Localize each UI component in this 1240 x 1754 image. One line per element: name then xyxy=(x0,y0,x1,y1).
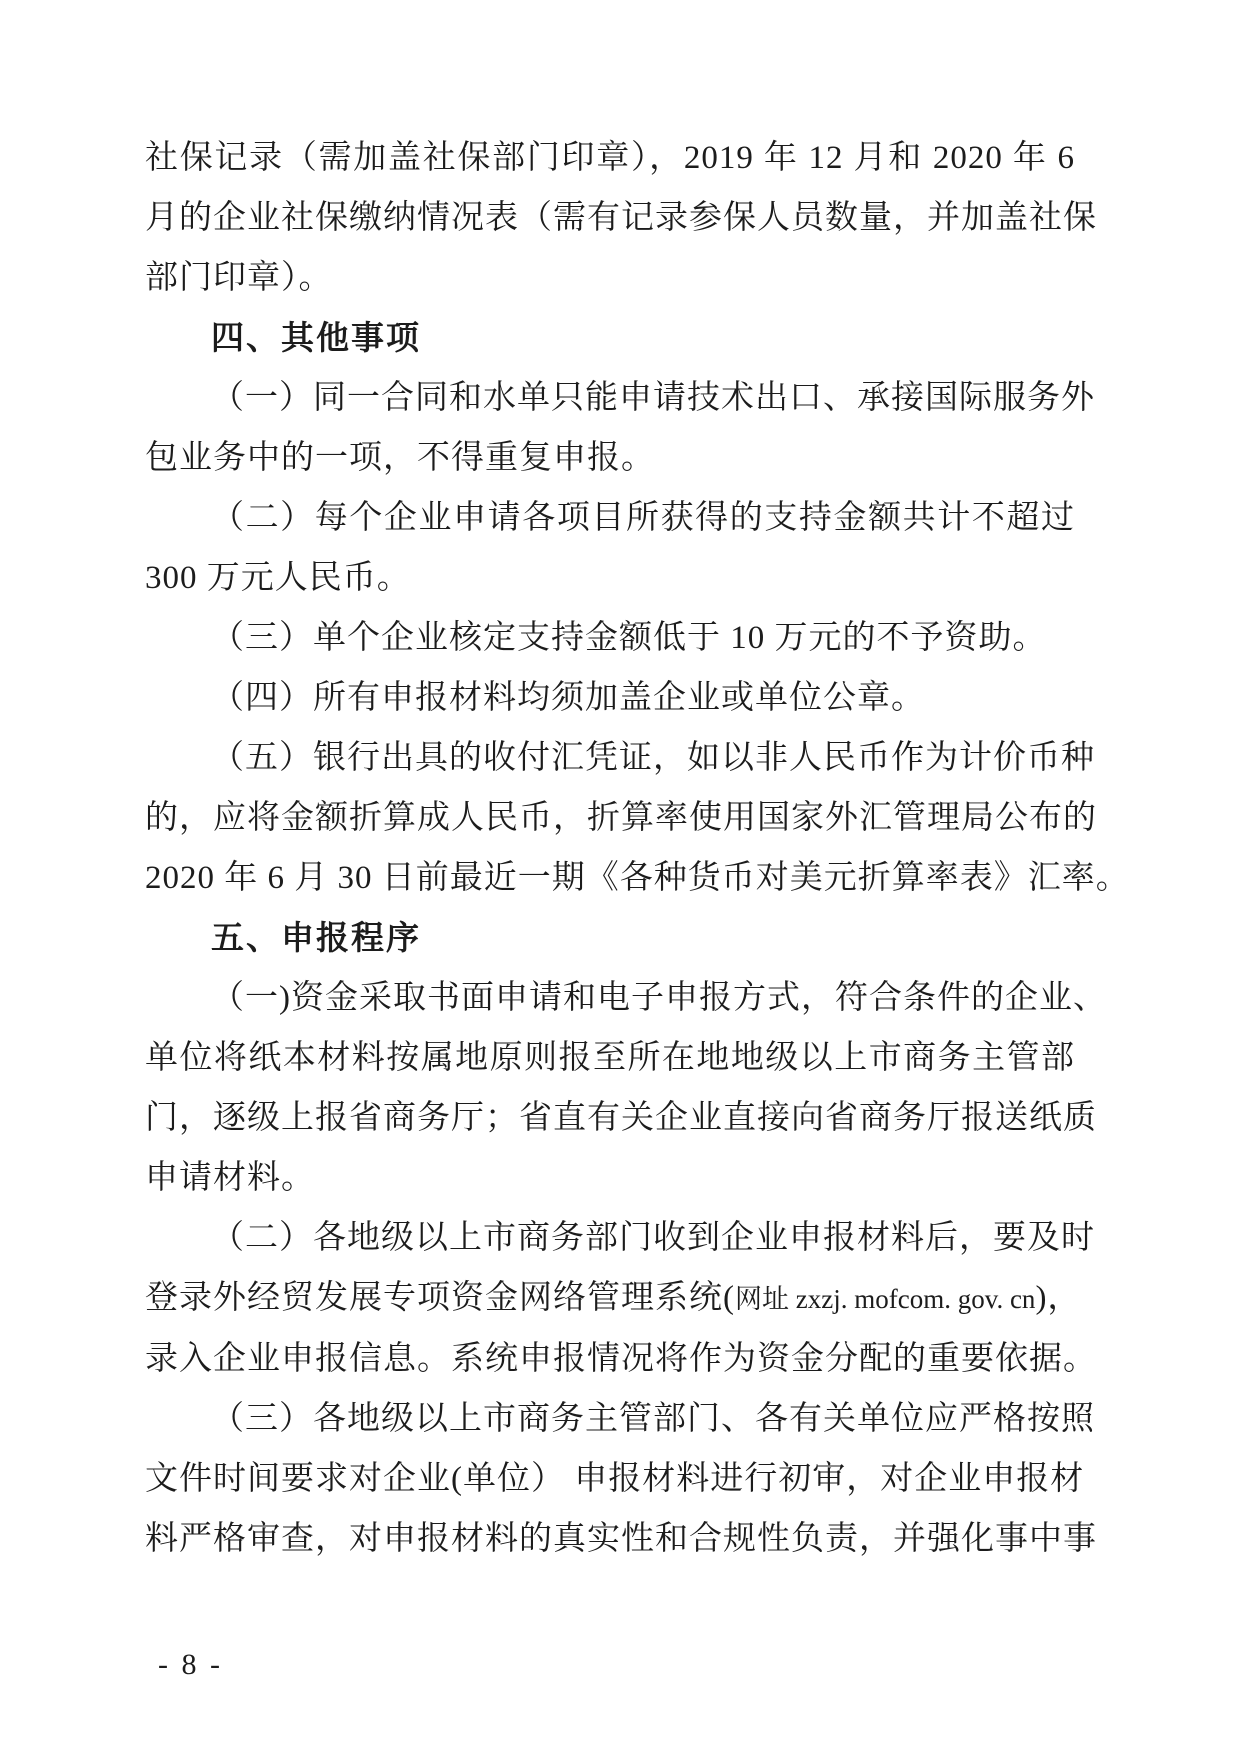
url-note: 网址 zxzj. mofcom. gov. cn xyxy=(735,1284,1036,1314)
paragraph xyxy=(145,128,1097,308)
text-line: 月的企业社保缴纳情况表（需有记录参保人员数量，并加盖社保 xyxy=(145,200,1097,236)
text-line: （五）银行出具的收付汇凭证，如以非人民币作为计价币种 xyxy=(211,740,1095,776)
heading-line: 四、其他事项 xyxy=(211,319,421,356)
text-line: 部门印章）。 xyxy=(145,260,333,296)
text-line: 料严格审查，对申报材料的真实性和合规性负责，并强化事中事 xyxy=(145,1521,1097,1557)
text-line: 的，应将金额折算成人民币，折算率使用国家外汇管理局公布的 xyxy=(145,800,1097,836)
paragraph xyxy=(145,1389,1097,1569)
text-line: 申请材料。 xyxy=(145,1160,315,1196)
paragraph xyxy=(145,668,1075,728)
text-line xyxy=(145,1268,1082,1329)
section-heading xyxy=(145,908,1075,968)
text-line: （二）每个企业申请各项目所获得的支持金额共计不超过 xyxy=(211,500,1075,536)
paragraph xyxy=(145,488,1075,608)
paragraph xyxy=(145,1208,1097,1389)
text-line: （三）单个企业核定支持金额低于 10 万元的不予资助。 xyxy=(211,620,1047,656)
paragraph xyxy=(145,608,1075,668)
text-line: （四）所有申报材料均须加盖企业或单位公章。 xyxy=(211,680,925,716)
text-line: （一)资金采取书面申请和电子申报方式，符合条件的企业、 xyxy=(211,980,1107,1016)
text-line: 录入企业申报信息。系统申报情况将作为资金分配的重要依据。 xyxy=(145,1341,1097,1377)
paragraph xyxy=(145,368,1095,488)
heading-line: 五、申报程序 xyxy=(211,919,421,956)
text-run: )， xyxy=(1035,1280,1082,1316)
text-line: 门，逐级上报省商务厅；省直有关企业直接向省商务厅报送纸质 xyxy=(145,1100,1097,1136)
text-line: （一）同一合同和水单只能申请技术出口、承接国际服务外 xyxy=(211,380,1095,416)
text-line: 300 万元人民币。 xyxy=(145,560,411,596)
text-line: （二）各地级以上市商务部门收到企业申报材料后，要及时 xyxy=(211,1220,1095,1256)
text-line: （三）各地级以上市商务主管部门、各有关单位应严格按照 xyxy=(211,1401,1095,1437)
paragraph xyxy=(145,728,1130,908)
text-line: 社保记录（需加盖社保部门印章），2019 年 12 月和 2020 年 6 xyxy=(145,140,1076,176)
page-number: - 8 - xyxy=(158,1648,223,1681)
text-line: 包业务中的一项，不得重复申报。 xyxy=(145,440,655,476)
text-run: 登录外经贸发展专项资金网络管理系统( xyxy=(145,1280,735,1316)
text-line: 单位将纸本材料按属地原则报至所在地地级以上市商务主管部 xyxy=(145,1040,1075,1076)
document-body xyxy=(145,128,1130,1569)
text-line: 2020 年 6 月 30 日前最近一期《各种货币对美元折算率表》汇率。 xyxy=(145,860,1130,896)
text-line: 文件时间要求对企业(单位） 申报材料进行初审，对企业申报材 xyxy=(145,1461,1085,1497)
paragraph xyxy=(145,968,1107,1208)
section-heading xyxy=(145,308,1075,368)
